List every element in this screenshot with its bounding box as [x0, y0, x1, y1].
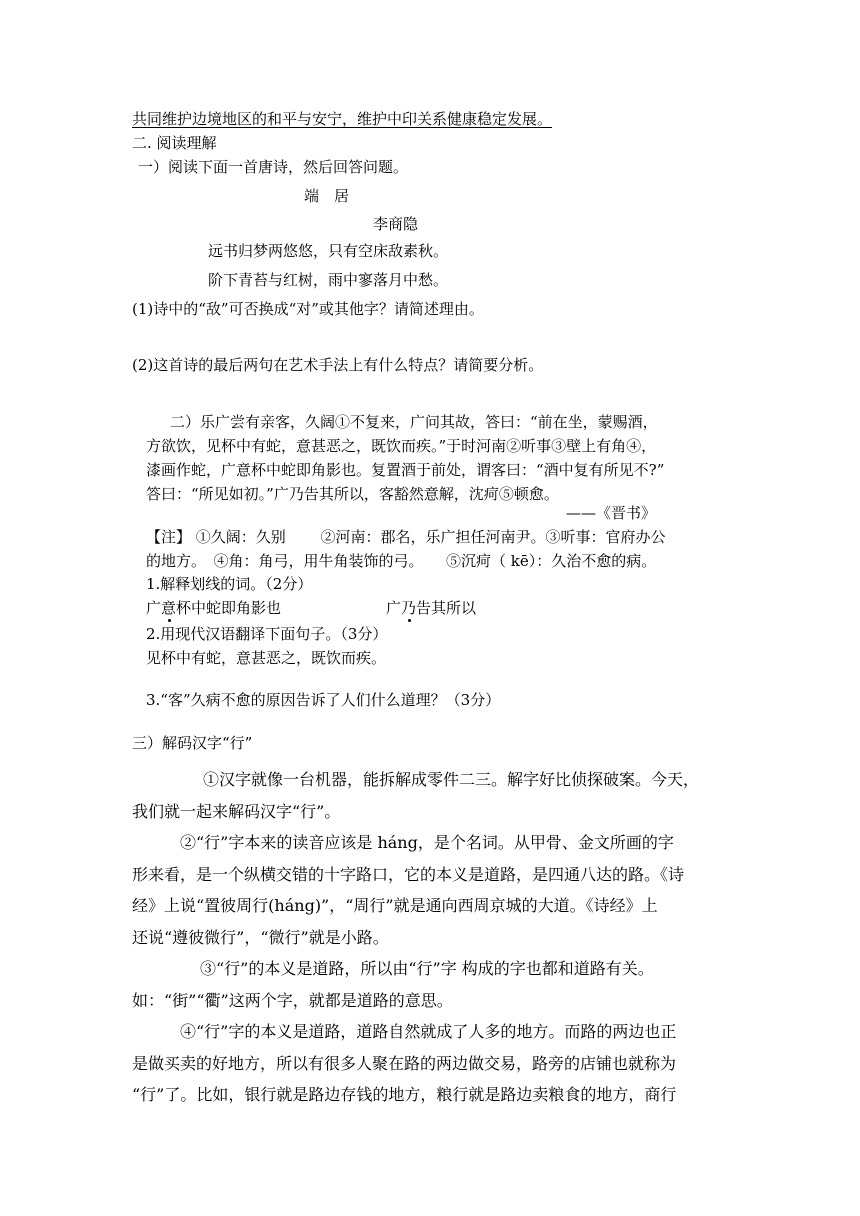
para-1-line-2: 我们就一起来解码汉字“行”。 — [132, 802, 341, 821]
question-1-item-2 — [386, 598, 476, 618]
poem-line-2: 阶下青苔与红树，雨中寥落月中愁。 — [208, 271, 449, 289]
annotation-line-1: 【注】 ①久阔：久别 ②河南：郡名，乐广担任河南尹。③听事：官府办公 — [146, 528, 666, 546]
classical-question-2: 2.用现代汉语翻译下面句子。（3分） — [146, 625, 388, 643]
para-2-line-1: ②“行”字本来的读音应该是 háng，是个名词。从甲骨、金文所画的字 — [180, 833, 674, 852]
classical-question-1: 1.解释划线的词。（2分） — [146, 575, 313, 593]
poem-question-2: (2)这首诗的最后两句在艺术手法上有什么特点？请简要分析。 — [132, 356, 544, 374]
para-3-line-1: ③“行”的本义是道路，所以由“行”字 构成的字也都和道路有关。 — [200, 959, 654, 978]
para-4-line-1: ④“行”字的本义是道路，道路自然就成了人多的地方。而路的两边也正 — [180, 1022, 677, 1041]
poem-line-1: 远书归梦两悠悠，只有空床敌素秋。 — [208, 242, 449, 260]
poem-question-1: (1)诗中的“敌”可否换成“对”或其他字？请简述理由。 — [132, 300, 484, 318]
passage-source: ——《晋书》 — [566, 504, 657, 522]
passage-line-2: 方欲饮，见杯中有蛇，意甚恶之，既饮而疾。”于时河南②听事③壁上有角④， — [146, 437, 657, 455]
question-1-item-1 — [146, 598, 281, 618]
para-4-line-3: “行”了。比如，银行就是路边存钱的地方，粮行就是路边卖粮食的地方，商行 — [132, 1085, 677, 1104]
passage-line-1: 二）乐广尝有亲客，久阔①不复来，广问其故，答曰：“前在坐，蒙赐酒， — [170, 413, 658, 431]
section-heading-reading: 二. 阅读理解 — [132, 134, 217, 152]
passage-line-4: 答曰：“所见如初。”广乃告其所以，客豁然意解，沈疴⑤顿愈。 — [146, 485, 559, 503]
poem-author: 李商隐 — [373, 215, 419, 233]
poem-title: 端 居 — [304, 187, 350, 205]
poem-question-intro: 一）阅读下面一首唐诗，然后回答问题。 — [138, 158, 409, 176]
para-2-line-4: 还说“遵彼微行”，“微行”就是小路。 — [132, 928, 389, 947]
classical-question-3: 3.“客”久病不愈的原因告诉了人们什么道理？（3分） — [146, 691, 501, 709]
para-2-line-2: 形来看，是一个纵横交错的十字路口，它的本义是道路，是四通八达的路。《诗 — [132, 865, 685, 884]
intro-text-line: 共同维护边境地区的和平与安宁，维护中印关系健康稳定发展。 — [132, 110, 553, 128]
item-1-prefix: 广 — [146, 599, 162, 617]
para-2-line-3: 经》上说“置彼周行(háng)”，“周行”就是通向西周京城的大道。《诗经》上 — [132, 896, 658, 915]
item-1-keyword: 意 — [161, 599, 177, 617]
item-2-prefix: 广 — [386, 599, 402, 617]
para-4-line-2: 是做买卖的好地方，所以有很多人聚在路的两边做交易，路旁的店铺也就称为 — [132, 1054, 677, 1073]
para-1-line-1: ①汉字就像一台机器，能拆解成零件二三。解字好比侦探破案。今天， — [203, 770, 700, 789]
annotation-line-2: 的地方。 ④角：角弓，用牛角装饰的弓。 ⑤沉疴（ kē）：久治不愈的病。 — [146, 552, 657, 570]
section-3-heading: 三）解码汉字“行” — [132, 734, 253, 752]
para-3-line-2: 如：“街”“衢”这两个字，就都是道路的意思。 — [132, 991, 453, 1010]
passage-line-3: 漆画作蛇，广意杯中蛇即角影也。复置酒于前处，谓客曰：“酒中复有所见不?” — [146, 461, 665, 479]
item-2-keyword: 乃 — [401, 599, 417, 617]
translation-sentence: 见杯中有蛇，意甚恶之，既饮而疾。 — [146, 649, 387, 667]
item-1-suffix: 杯中蛇即角影也 — [176, 599, 282, 617]
item-2-suffix: 告其所以 — [416, 599, 477, 617]
